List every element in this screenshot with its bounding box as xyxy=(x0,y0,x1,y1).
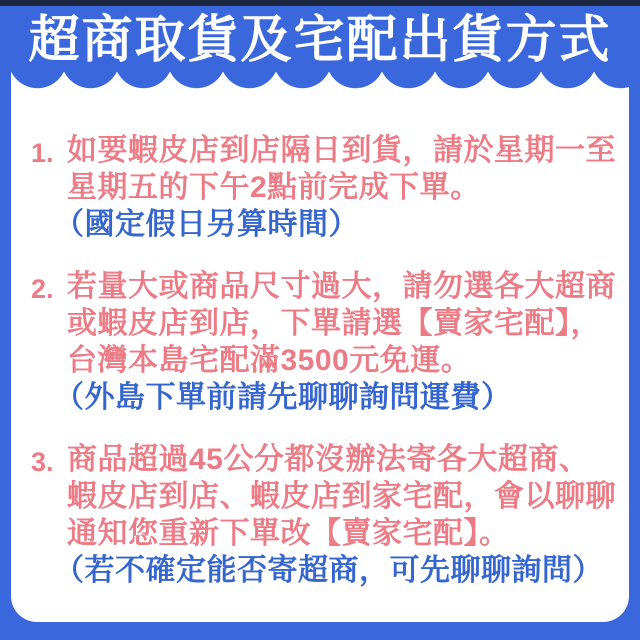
body-line: 商品超過45公分都沒辦法寄各大超商、 xyxy=(67,443,590,476)
body-line: 通知您重新下單改【賣家宅配】。 xyxy=(67,517,510,550)
section-note: （外島下單前請先聊聊詢問運費） xyxy=(54,381,512,414)
section-number: 2. xyxy=(31,274,54,304)
section-lines xyxy=(67,268,615,379)
header-banner xyxy=(0,6,640,72)
wave-divider xyxy=(11,72,629,92)
section-number: 1. xyxy=(31,138,54,168)
section-note: （國定假日另算時間） xyxy=(54,208,359,241)
sections-list xyxy=(25,132,615,589)
body-line: 蝦皮店到店、蝦皮店到家宅配，會以聊聊 xyxy=(67,480,616,513)
shipping-rule-section xyxy=(25,132,615,243)
page-title: 超商取貨及宅配出貨方式 xyxy=(28,10,612,68)
shipping-rule-section xyxy=(25,441,615,589)
section-lines xyxy=(67,132,615,206)
body-line: 如要蝦皮店到店隔日到貨，請於星期一至 xyxy=(67,134,616,167)
body-line: 星期五的下午2點前完成下單。 xyxy=(67,171,481,204)
body-line: 若量大或商品尺寸過大，請勿選各大超商 xyxy=(67,270,616,303)
body-line: 或蝦皮店到店，下單請選【賣家宅配】， xyxy=(67,307,601,340)
content-panel xyxy=(11,92,629,622)
section-number: 3. xyxy=(31,447,54,477)
body-line: 台灣本島宅配滿3500元免運。 xyxy=(67,344,472,377)
section-lines xyxy=(67,441,615,552)
shipping-rule-section xyxy=(25,268,615,416)
section-note: （若不確定能否寄超商，可先聊聊詢問） xyxy=(54,554,603,587)
